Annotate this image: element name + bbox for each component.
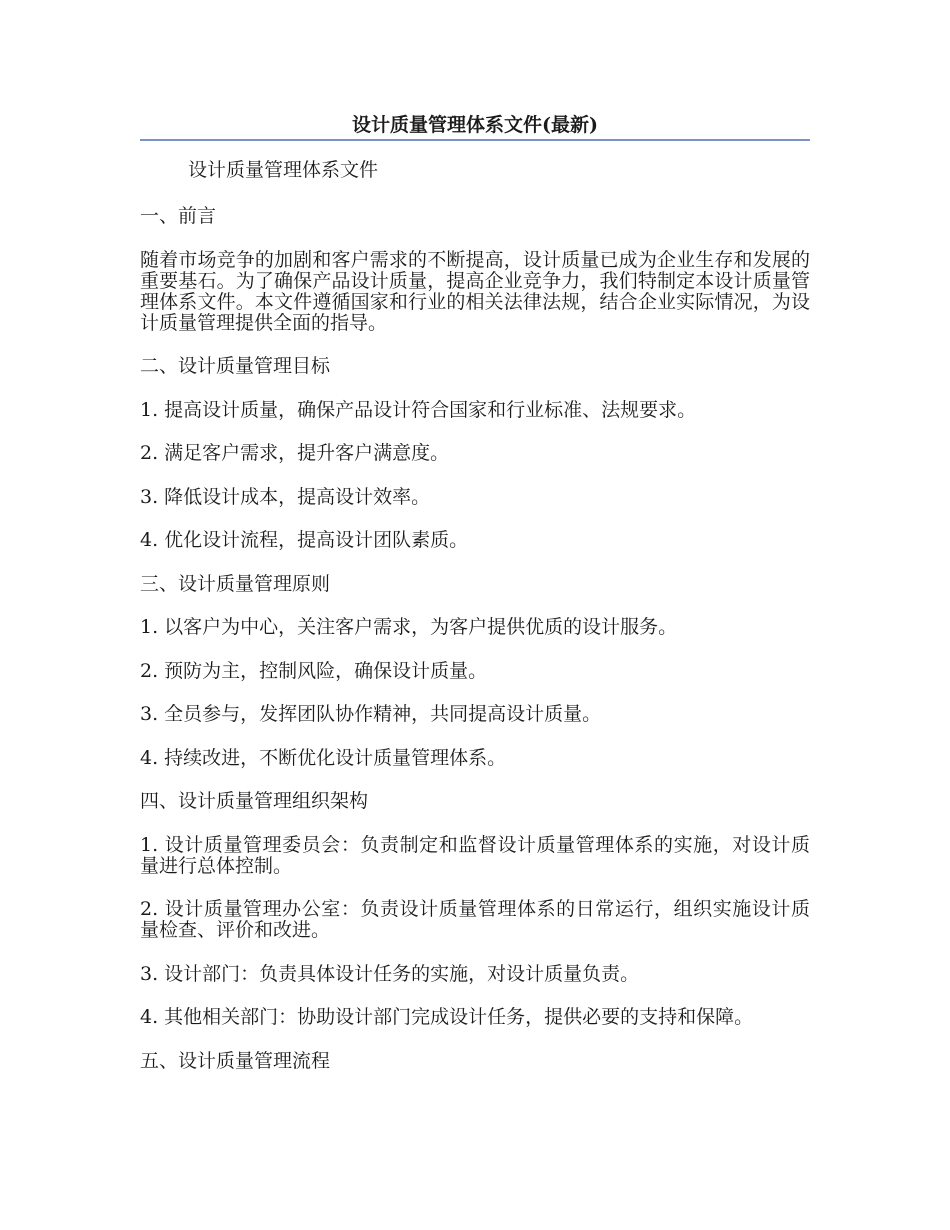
- organization-item: 1. 设计质量管理委员会：负责制定和监督设计质量管理体系的实施，对设计质量进行总体控制。: [140, 833, 810, 877]
- section-heading-principles: 三、设计质量管理原则: [140, 572, 331, 595]
- organization-item: 3. 设计部门：负责具体设计任务的实施，对设计质量负责。: [140, 962, 640, 985]
- principle-item: 2. 预防为主，控制风险，确保设计质量。: [140, 659, 488, 682]
- organization-item: 4. 其他相关部门：协助设计部门完成设计任务，提供必要的支持和保障。: [140, 1006, 754, 1028]
- section-heading-organization: 四、设计质量管理组织架构: [140, 790, 369, 812]
- section-heading-goals: 二、设计质量管理目标: [140, 355, 331, 377]
- preface-paragraph: 随着市场竞争的加剧和客户需求的不断提高，设计质量已成为企业生存和发展的重要基石。为了确保产品设计质量，提高企业竞争力，我们特制定本设计质量管理体系文件。本文件遵循国家和行业的相关法律法规，结合企业实际情况，为设计质量管理提供全面的指导。: [140, 248, 810, 334]
- principle-item: 1. 以客户为中心，关注客户需求，为客户提供优质的设计服务。: [140, 616, 678, 638]
- goal-item: 1. 提高设计质量，确保产品设计符合国家和行业标准、法规要求。: [140, 398, 697, 421]
- section-heading-preface: 一、前言: [140, 205, 217, 227]
- document-title: 设计质量管理体系文件(最新): [352, 114, 598, 136]
- goal-item: 4. 优化设计流程，提高设计团队素质。: [140, 529, 469, 551]
- principle-item: 4. 持续改进，不断优化设计质量管理体系。: [140, 746, 507, 769]
- goal-item: 2. 满足客户需求，提升客户满意度。: [140, 442, 450, 464]
- organization-item: 2. 设计质量管理办公室：负责设计质量管理体系的日常运行，组织实施设计质量检查、评价和改进。: [140, 898, 810, 941]
- section-heading-process: 五、设计质量管理流程: [140, 1049, 331, 1072]
- document-subtitle: 设计质量管理体系文件: [188, 159, 379, 181]
- principle-item: 3. 全员参与，发挥团队协作精神，共同提高设计质量。: [140, 703, 602, 725]
- title-underline: [140, 139, 810, 141]
- goal-item: 3. 降低设计成本，提高设计效率。: [140, 485, 431, 508]
- document-body: [140, 160, 810, 1094]
